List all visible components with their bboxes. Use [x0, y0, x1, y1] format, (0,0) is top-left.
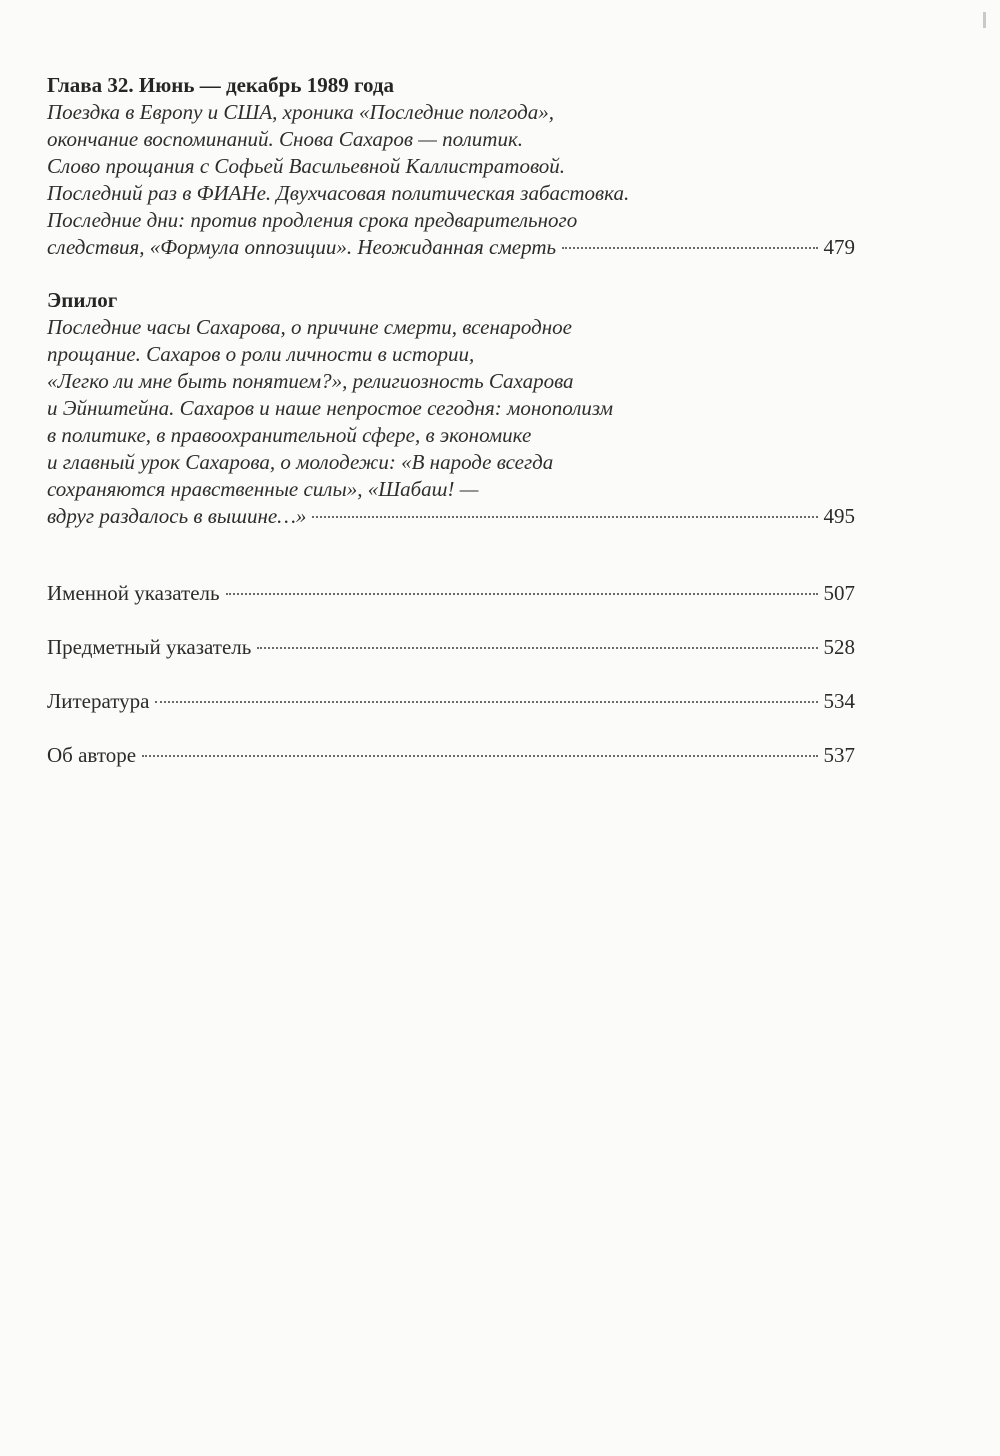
chapter-desc-line: Поездка в Европу и США, хроника «Последние полгода», [47, 100, 554, 124]
dot-leader [155, 701, 817, 703]
chapter-title: Глава 32. Июнь — декабрь 1989 года [47, 73, 394, 97]
toc-entry-name-index [47, 580, 855, 607]
toc-epilogue [47, 287, 855, 530]
epilogue-desc-line: прощание. Сахаров о роли личности в истории, [47, 342, 475, 366]
toc-entry-about-author [47, 742, 855, 769]
page-number: 507 [823, 581, 855, 605]
epilogue-title: Эпилог [47, 288, 118, 312]
chapter-desc-line: Последние дни: против продления срока предварительного [47, 208, 578, 232]
epilogue-desc-line: «Легко ли мне быть понятием?», религиозность Сахарова [47, 369, 574, 393]
entry-label: Именной указатель [47, 581, 220, 605]
page-number: 534 [823, 689, 855, 713]
page-number: 495 [823, 504, 855, 528]
chapter-desc-line: Последний раз в ФИАНе. Двухчасовая политическая забастовка. [47, 181, 630, 205]
toc-entry-literature [47, 688, 855, 715]
epilogue-desc-line: Последние часы Сахарова, о причине смерти, всенародное [47, 315, 572, 339]
page-number: 479 [823, 235, 855, 259]
chapter-last-line [47, 234, 855, 261]
toc-chapter-32 [47, 72, 855, 261]
epilogue-desc-line: и Эйнштейна. Сахаров и наше непростое сегодня: монополизм [47, 396, 613, 420]
dot-leader [142, 755, 817, 757]
dot-leader [257, 647, 817, 649]
chapter-desc-line: следствия, «Формула оппозиции». Неожиданная смерть [47, 235, 557, 259]
epilogue-desc-line: сохраняются нравственные силы», «Шабаш! — [47, 477, 479, 501]
epilogue-last-line [47, 503, 855, 530]
chapter-desc-line: окончание воспоминаний. Снова Сахаров — политик. [47, 127, 524, 151]
dot-leader [562, 247, 817, 249]
epilogue-desc-line: и главный урок Сахарова, о молодежи: «В народе всегда [47, 450, 554, 474]
entry-label: Литература [47, 689, 150, 713]
page-number: 528 [823, 635, 855, 659]
dot-leader [226, 593, 818, 595]
toc-entry-subject-index [47, 634, 855, 661]
scan-mark [983, 12, 986, 28]
epilogue-desc-line: в политике, в правоохранительной сфере, в экономике [47, 423, 532, 447]
entry-label: Об авторе [47, 743, 137, 767]
page-number: 537 [823, 743, 855, 767]
chapter-desc-line: Слово прощания с Софьей Васильевной Каллистратовой. [47, 154, 566, 178]
epilogue-desc-line: вдруг раздалось в вышине…» [47, 504, 307, 528]
dot-leader [312, 516, 817, 518]
entry-label: Предметный указатель [47, 635, 252, 659]
